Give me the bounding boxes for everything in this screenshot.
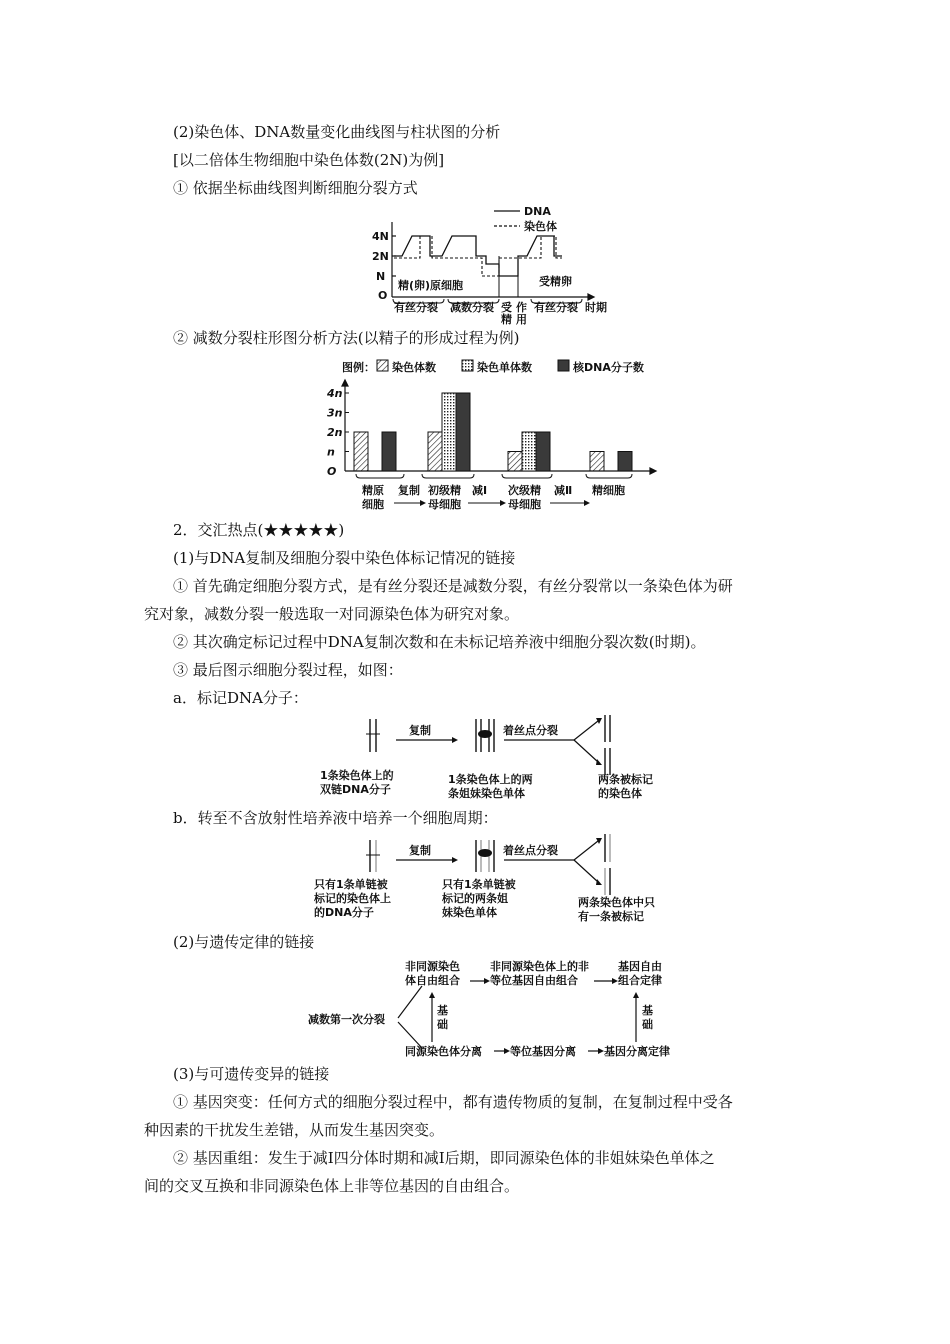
- bar-1-0: [428, 432, 442, 471]
- bar-cat-label-0-1: 细胞: [362, 498, 384, 511]
- x-axis-label: 时期: [585, 301, 607, 314]
- bar-cat-label-3-0: 精细胞: [592, 484, 625, 497]
- c-basis1b: 础: [437, 1018, 448, 1031]
- a-caption-2b: 条姐妹染色单体: [448, 787, 525, 800]
- b-caption-1b: 标记的染色体上: [314, 892, 391, 905]
- x-fert-4: 用: [516, 313, 527, 326]
- b-caption-1a: 只有1条单链被: [314, 878, 388, 891]
- stage-germ-cell: 精(卵)原细胞: [398, 279, 464, 292]
- bar-legend-swatch-0: [377, 360, 388, 371]
- x-mitosis-1: 有丝分裂: [394, 301, 438, 314]
- link-3-heading: (3)与可遗传变异的链接: [173, 1065, 330, 1083]
- section-heading-2: (2)染色体、DNA数量变化曲线图与柱状图的分析: [173, 123, 501, 141]
- legend-dna: DNA: [524, 205, 551, 218]
- bar-ytick-label-4: O: [327, 465, 337, 478]
- a-caption-3a: 两条被标记: [598, 773, 653, 786]
- y-label-2N: 2N: [372, 250, 389, 263]
- stage-zygote: 受精卵: [539, 275, 572, 288]
- dna-curve: [394, 236, 562, 276]
- b-caption-2c: 妹染色单体: [442, 906, 497, 919]
- bar-0-0: [354, 432, 368, 471]
- bar-cat-bracket-1: [422, 474, 474, 478]
- a-caption-1b: 双链DNA分子: [320, 783, 391, 796]
- bar-legend-label-2: 核DNA分子数: [573, 361, 644, 374]
- a-centromere-label: 着丝点分裂: [503, 724, 558, 737]
- y-label-N: N: [376, 270, 386, 283]
- section-heading-hotspots: 2．交汇热点(★★★★★): [173, 521, 345, 539]
- para-mutation-a: ① 基因突变：任何方式的细胞分裂过程中，都有遗传物质的复制，在复制过程中受各: [173, 1093, 733, 1111]
- c-basis2a: 基: [642, 1004, 653, 1017]
- bar-cat-label-1-1: 母细胞: [428, 498, 461, 511]
- bar-legend-label-0: 染色体数: [392, 361, 436, 374]
- x-meiosis: 减数分裂: [450, 301, 494, 314]
- bar-ytick-label-2: 2n: [327, 426, 343, 439]
- a-copy-label: 复制: [409, 724, 431, 737]
- para-mutation-b: 种因素的干扰发生差错，从而发生基因突变。: [144, 1121, 445, 1139]
- bar-0-2: [382, 432, 396, 471]
- x-fert-2: 精: [501, 313, 512, 326]
- x-fert-3: 作: [516, 301, 527, 314]
- a-caption-3b: 的染色体: [598, 787, 642, 800]
- bar-cat-bracket-3: [586, 474, 632, 478]
- c-bot3: 基因分离定律: [604, 1045, 670, 1058]
- item-1-heading: ① 依据坐标曲线图判断细胞分裂方式: [173, 179, 418, 197]
- bar-chart-axes: [342, 380, 656, 474]
- bar-cat-label-2-1: 母细胞: [508, 498, 541, 511]
- bar-ytick-label-3: n: [327, 445, 335, 459]
- bar-legend-swatch-1: [462, 360, 473, 371]
- b-centromere-label: 着丝点分裂: [503, 844, 558, 857]
- bar-3-2: [618, 452, 632, 472]
- c-top2b: 等位基因自由组合: [490, 974, 578, 987]
- bar-transition-head-0: [420, 500, 426, 506]
- sub-b-heading: b．转至不含放射性培养液中培养一个细胞周期：: [173, 809, 498, 827]
- c-top1b: 体自由组合: [405, 974, 460, 987]
- b-caption-1c: 的DNA分子: [314, 906, 374, 919]
- x-mitosis-2: 有丝分裂: [534, 301, 578, 314]
- bar-ytick-label-1: 3n: [327, 406, 343, 420]
- bar-transition-label-0: 复制: [398, 484, 420, 497]
- line-chart-axes: [392, 222, 594, 300]
- para-1a: ① 首先确定细胞分裂方式，是有丝分裂还是减数分裂，有丝分裂常以一条染色体为研: [173, 577, 733, 595]
- b-copy-label: 复制: [409, 844, 431, 857]
- legend-chromosome: 染色体: [524, 220, 557, 233]
- link-1-heading: (1)与DNA复制及细胞分裂中染色体标记情况的链接: [173, 549, 516, 567]
- b-caption-2b: 标记的两条姐: [442, 892, 508, 905]
- bar-transition-head-2: [584, 500, 590, 506]
- bar-cat-label-1-0: 初级精: [428, 484, 461, 497]
- c-top3b: 组合定律: [618, 974, 662, 987]
- para-recombination-b: 间的交叉互换和非同源染色体上非等位基因的自由组合。: [144, 1177, 520, 1195]
- link-2-heading: (2)与遗传定律的链接: [173, 933, 315, 951]
- b-caption-2a: 只有1条单链被: [442, 878, 516, 891]
- c-top3a: 基因自由: [618, 960, 662, 973]
- x-fert-1: 受: [501, 301, 512, 314]
- bar-cat-label-0-0: 精原: [362, 484, 384, 497]
- para-2: ② 其次确定标记过程中DNA复制次数和在未标记培养液中细胞分裂次数(时期)。: [173, 633, 706, 651]
- bar-transition-label-2: 减Ⅱ: [554, 484, 573, 497]
- bar-cat-bracket-0: [356, 474, 404, 478]
- c-basis1a: 基: [437, 1004, 448, 1017]
- bar-2-0: [508, 452, 522, 472]
- bar-cat-bracket-2: [502, 474, 552, 478]
- c-top1a: 非同源染色: [405, 960, 460, 973]
- bar-1-1: [442, 393, 456, 471]
- para-recombination-a: ② 基因重组：发生于减Ⅰ四分体时期和减Ⅰ后期，即同源染色体的非姐妹染色单体之: [173, 1149, 715, 1167]
- bar-2-2: [536, 432, 550, 471]
- para-1b: 究对象，减数分裂一般选取一对同源染色体为研究对象。: [144, 605, 520, 623]
- bar-legend-swatch-2: [558, 360, 569, 371]
- example-note: [以二倍体生物细胞中染色体数(2N)为例]: [173, 151, 445, 169]
- a-caption-2a: 1条染色体上的两: [448, 773, 533, 786]
- c-bot2: 等位基因分离: [510, 1045, 576, 1058]
- c-bot1: 同源染色体分离: [405, 1045, 482, 1058]
- bar-ytick-label-0: 4n: [327, 387, 343, 400]
- bar-cat-label-2-0: 次级精: [508, 484, 541, 497]
- bar-2-1: [522, 432, 536, 471]
- bar-transition-head-1: [500, 500, 506, 506]
- bar-3-0: [590, 452, 604, 472]
- bar-legend-label-1: 染色单体数: [477, 361, 532, 374]
- chromosome-curve: [394, 236, 562, 276]
- b-caption-3b: 有一条被标记: [578, 910, 644, 923]
- b-caption-3a: 两条染色体中只: [578, 896, 655, 909]
- y-label-O: O: [378, 289, 388, 302]
- sub-a-heading: a．标记DNA分子：: [173, 689, 308, 707]
- c-top2a: 非同源染色体上的非: [490, 960, 589, 973]
- bar-transition-label-1: 减Ⅰ: [472, 484, 488, 497]
- bar-legend-title: 图例：: [342, 361, 375, 374]
- c-basis2b: 础: [642, 1018, 653, 1031]
- c-root: 减数第一次分裂: [308, 1013, 385, 1026]
- y-label-4N: 4N: [372, 230, 389, 243]
- para-3: ③ 最后图示细胞分裂过程，如图：: [173, 661, 403, 679]
- a-caption-1a: 1条染色体上的: [320, 769, 394, 782]
- item-2-heading: ② 减数分裂柱形图分析方法(以精子的形成过程为例): [173, 329, 520, 347]
- bar-1-2: [456, 393, 470, 471]
